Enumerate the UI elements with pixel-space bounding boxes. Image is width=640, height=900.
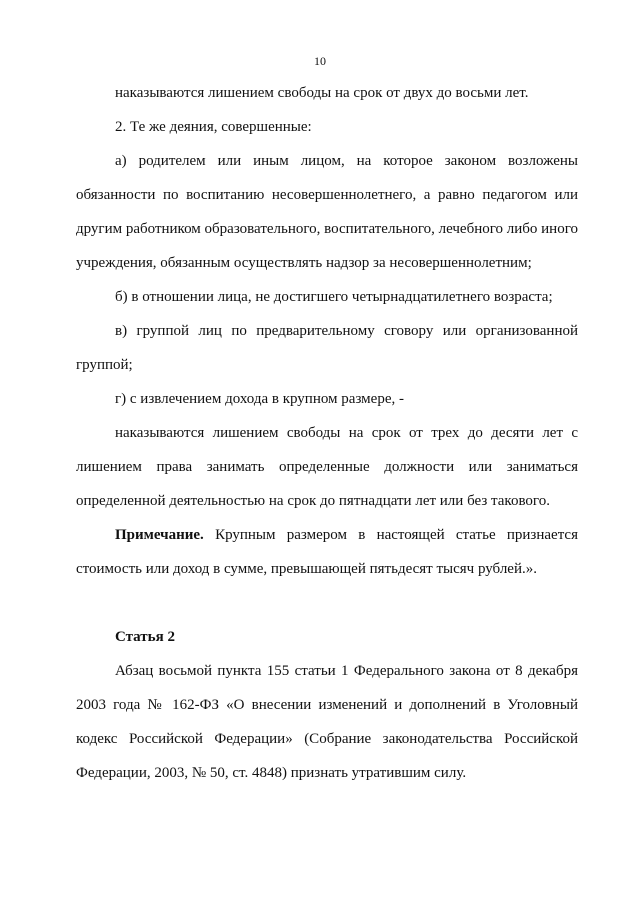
article-2-text: Абзац восьмой пункта 155 статьи 1 Федерального закона от 8 декабря 2003 года № 162-ФЗ «О внесении изменений и дополнений в Уголовный кодекс Российской Федерации» (Собрание законодательства Российской Федерации, 2003, № 50, ст. 4848) признать утратившим силу. bbox=[76, 663, 578, 781]
article-2-heading: Статья 2 bbox=[115, 629, 175, 645]
paragraph-punishment-2: наказываются лишением свободы на срок от трех до десяти лет с лишением права занимать определенные должности или заниматься определенной деятельностью на срок до пятнадцати лет или без такового. bbox=[76, 425, 578, 509]
paragraph-punishment-1: наказываются лишением свободы на срок от двух до восьми лет. bbox=[115, 85, 529, 101]
page-number: 10 bbox=[314, 54, 326, 68]
paragraph-note bbox=[76, 518, 578, 586]
paragraph-part-2: 2. Те же деяния, совершенные: bbox=[115, 119, 312, 135]
paragraph-item-v: в) группой лиц по предварительному сговору или организованной группой; bbox=[76, 323, 578, 373]
paragraph-item-b: б) в отношении лица, не достигшего четырнадцатилетнего возраста; bbox=[115, 289, 553, 305]
paragraph-item-g: г) с извлечением дохода в крупном размере, - bbox=[115, 391, 404, 407]
document-body bbox=[76, 76, 578, 790]
paragraph-item-a: а) родителем или иным лицом, на которое законом возложены обязанности по воспитанию несовершеннолетнего, а равно педагогом или другим работником образовательного, воспитательного, лечебного либо иного учреждения, обязанным осуществлять надзор за несовершеннолетним; bbox=[76, 153, 578, 271]
spacer bbox=[76, 586, 578, 620]
note-text: Крупным размером в настоящей статье признается стоимость или доход в сумме, превышающей пятьдесят тысяч рублей.». bbox=[76, 527, 578, 577]
note-label: Примечание. bbox=[115, 527, 204, 543]
